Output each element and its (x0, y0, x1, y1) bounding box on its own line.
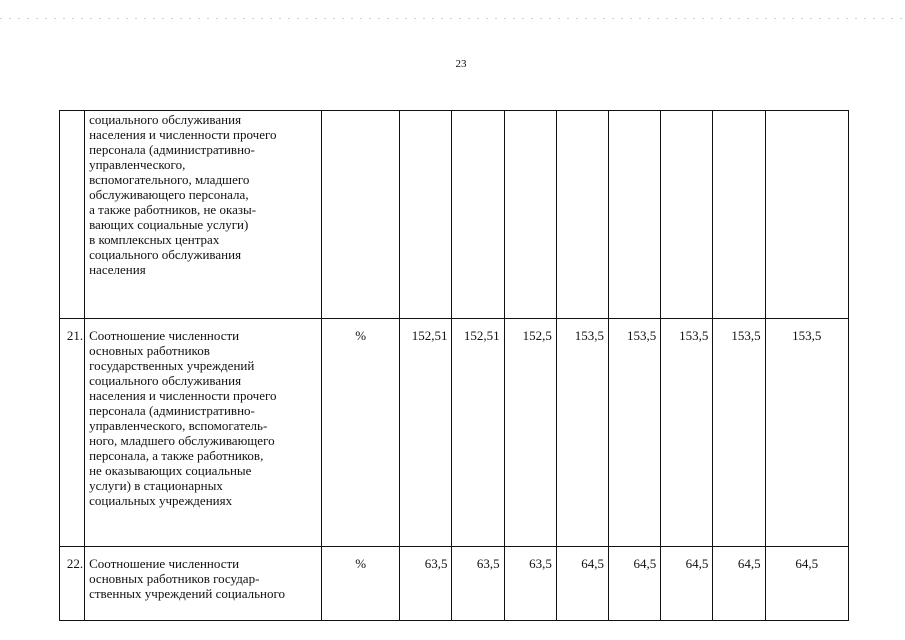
table-row-22 (60, 547, 849, 621)
indicator-name: Соотношение численности основных работников государ- ственных учреждений социального (85, 547, 322, 621)
indicator-table (59, 110, 849, 621)
table-row-21 (60, 319, 849, 547)
value-cell: 64,5 (661, 547, 713, 621)
value-cell: 63,5 (452, 547, 504, 621)
value-cell: 153,5 (609, 319, 661, 547)
value-cell (452, 111, 504, 319)
unit-cell: % (321, 547, 399, 621)
value-cell (661, 111, 713, 319)
value-cell: 63,5 (400, 547, 452, 621)
value-cell: 64,5 (713, 547, 765, 621)
value-cell (400, 111, 452, 319)
value-cell (556, 111, 608, 319)
value-cell (609, 111, 661, 319)
value-cell: 64,5 (765, 547, 848, 621)
row-number (60, 111, 85, 319)
value-cell: 152,51 (452, 319, 504, 547)
page-number: 23 (455, 58, 467, 70)
table-row-continuation (60, 111, 849, 319)
value-cell: 153,5 (556, 319, 608, 547)
unit-cell: % (321, 319, 399, 547)
scan-artifact-line (0, 18, 905, 19)
value-cell (765, 111, 848, 319)
value-cell: 153,5 (765, 319, 848, 547)
unit-cell (321, 111, 399, 319)
value-cell: 153,5 (713, 319, 765, 547)
value-cell: 152,51 (400, 319, 452, 547)
indicator-name: социального обслуживания населения и численности прочего персонала (административно- управленческого, вспомогательного, младшего обслуживающего персонала, а также работников, не оказы- вающих социальные услуги) в комплексных центрах социального обслуживания населения (85, 111, 322, 319)
value-cell: 153,5 (661, 319, 713, 547)
value-cell (713, 111, 765, 319)
value-cell: 152,5 (504, 319, 556, 547)
value-cell: 64,5 (556, 547, 608, 621)
value-cell: 63,5 (504, 547, 556, 621)
row-number: 21. (60, 319, 85, 547)
value-cell: 64,5 (609, 547, 661, 621)
indicator-name: Соотношение численности основных работников государственных учреждений социального обслуживания населения и численности прочего персонала (административно- управленческого, вспомогатель- ного, младшего обслуживающего персонала, а также работников, не оказывающих социальные услуги) в стационарных социальных учреждениях (85, 319, 322, 547)
row-number: 22. (60, 547, 85, 621)
value-cell (504, 111, 556, 319)
